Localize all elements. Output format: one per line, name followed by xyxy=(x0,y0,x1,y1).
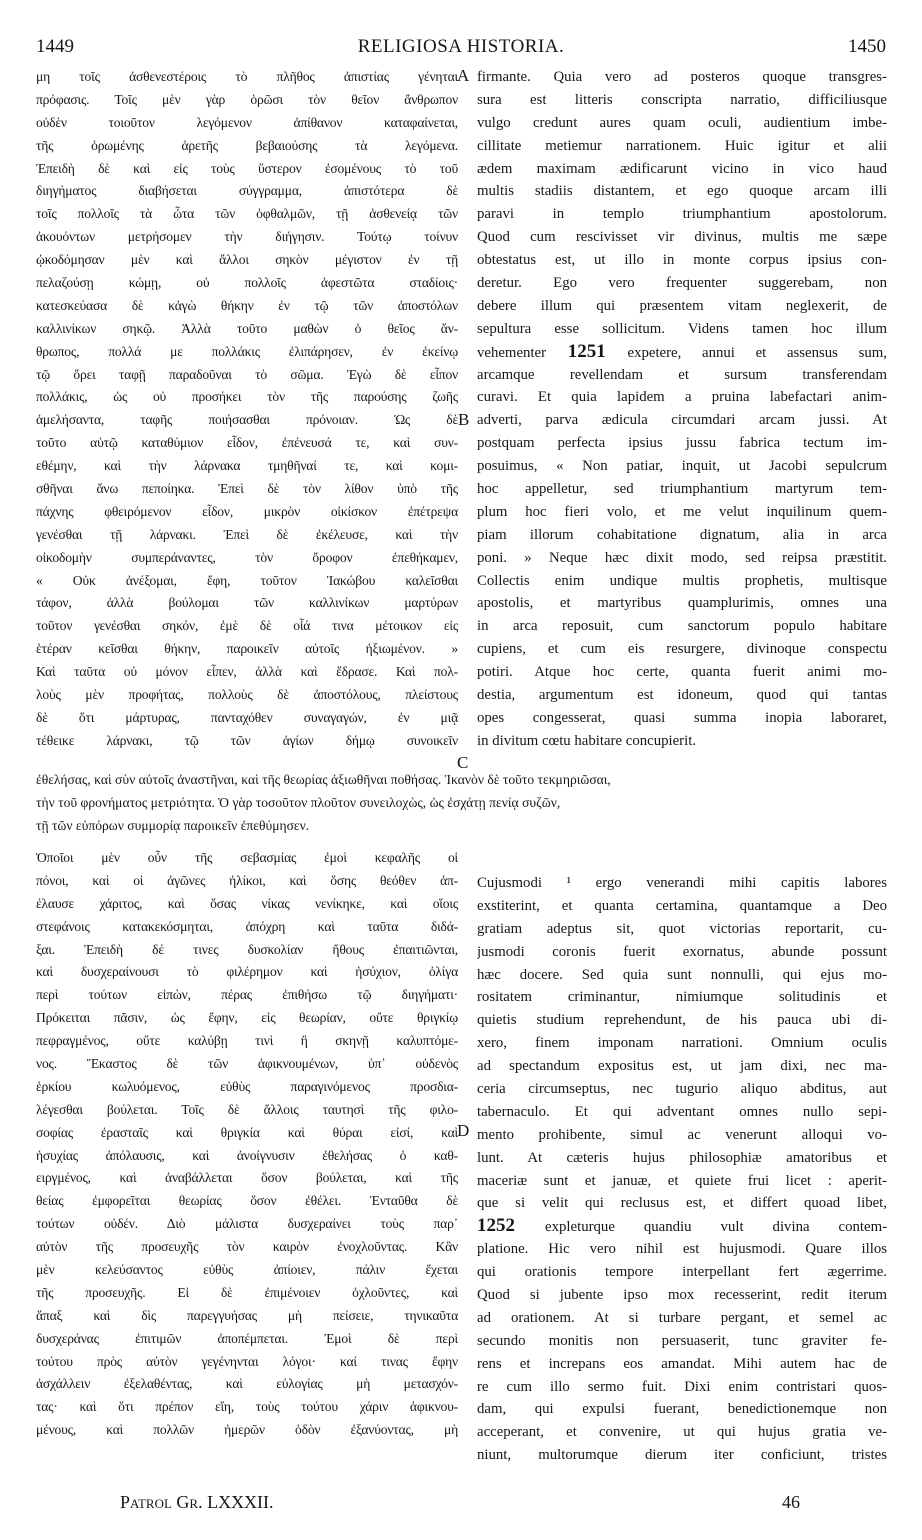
text-line: Cujusmodi ¹ ergo venerandi mihi capitis labores xyxy=(477,875,887,891)
text-line: ειργμένος, καὶ ἀναβάλλεται ὅσον βούλεται, καὶ τῆς xyxy=(36,1170,458,1186)
text-line: que si velit qui reclusus est, et differt quoad libet, xyxy=(477,1195,887,1212)
text-fragment: expleturque quandiu vult divina contem- xyxy=(545,1219,887,1236)
page-number-right: 1450 xyxy=(848,36,886,57)
text-line: paravi in templo triumphantium apostolorum. xyxy=(477,206,887,223)
text-line: re cum illo sermo fuit. Dixi enim contristari quos- xyxy=(477,1378,887,1395)
text-line: πελαζούσῃ κώμῃ, οὐ πολλοῖς ἀφεστῶτα σταδίοις· xyxy=(36,275,458,291)
text-line: ἑρκίου κωλυόμενος, εὐθὺς παραγινόμενος προσδια- xyxy=(36,1078,458,1094)
text-line: ἅπαξ καὶ δὶς παρεγγυήσας μὴ πείσειε, τηνικαῦτα xyxy=(36,1307,458,1323)
text-line: Καὶ ταῦτα οὐ μόνον εἶπεν, ἀλλὰ καὶ ἔδρασε. Καὶ πολ- xyxy=(36,664,458,680)
text-line: Quod si jubente ipso mox recesserint, redit iterum xyxy=(477,1287,887,1304)
text-line: καλλινίκων σηκῷ. Ἀλλὰ τοῦτο μαθὼν ὁ θεῖος ἄν- xyxy=(36,320,458,336)
bridge-line: ἐθελήσας, καὶ σὺν αὐτοῖς ἀναστῆναι, καὶ τῆς θεωρίας ἀξιωθῆναι ποθήσας. Ἱκανὸν δὲ τοῦτο τεκμηριῶσαι, xyxy=(36,772,611,787)
section-marker-c: C xyxy=(457,753,469,772)
text-line: secundo monitis non persuaserit, tunc graviter fe- xyxy=(477,1332,887,1349)
text-line: τάφον, ἀλλὰ βούλομαι τῶν καλλινίκων μαρτύρων xyxy=(36,595,458,611)
text-line: vulgo credunt aures quam oculi, audientium imbe- xyxy=(477,114,887,131)
text-line: μη τοῖς ἀσθενεστέροις τὸ πλῆθος ἀπιστίας γένηται xyxy=(36,69,458,84)
text-line: platione. Hic vero nihil est hujusmodi. Quare illos xyxy=(477,1241,887,1258)
text-line: rens et increpans eos amandat. Mihi autem hac de xyxy=(477,1355,887,1372)
text-line: poni. » Neque hæc dixit modo, sed reipsa præstitit. xyxy=(477,549,887,566)
text-line: κατεσκεύασα δὲ κἀγὼ θήκην ἐν τῷ τῶν ἀποστόλων xyxy=(36,297,458,313)
text-line: curavi. Et quia lapidem a pruina labefactari anim- xyxy=(477,389,887,406)
text-line: tabernaculo. Et qui adventant omnes nullo sepi- xyxy=(477,1103,887,1120)
text-line: opes congesserat, quasi summa inopia laboraret, xyxy=(477,709,887,726)
greek-column-top xyxy=(36,66,458,753)
text-fragment: vehementer xyxy=(477,344,547,361)
text-line: θείας ἐμφορεῖται θεωρίας ὅσον ἐθέλει. Ἐνταῦθα δὲ xyxy=(36,1193,458,1209)
greek-bridge-lines xyxy=(36,769,886,838)
text-line xyxy=(477,847,887,872)
text-line: in divitum cœtu habitare concupierit. xyxy=(477,732,697,749)
text-line: xero, finem imponam narrationi. Omnium oculis xyxy=(477,1035,887,1052)
text-line: τούτου πρὸς αὐτὸν γεγένηνται λόγοι· καί τινας ἔφην xyxy=(36,1353,458,1369)
text-line: τοῖς πολλοῖς τὰ ὦτα τῶν ὀφθαλμῶν, τῇ ἀσθενείᾳ τῶν xyxy=(36,206,458,222)
text-line: τῆς ὁρωμένης ἀρετῆς βεβαιούσης τὰ λεγόμενα. xyxy=(36,137,458,153)
text-fragment: expetere, annui et assensus sum, xyxy=(627,344,887,361)
text-line: obtestatus est, ut illo in monte corpus ipsius con- xyxy=(477,252,887,269)
text-line: qui orationis tempore interpellant fert ægerrime. xyxy=(477,1264,887,1281)
text-line: Ἐπειδὴ δὲ καὶ εἰς τοὺς ὕστερον ἐσομένους τὸ τοῦ xyxy=(36,160,458,176)
text-line: αὐτὸν τῆς προσευχῆς τὸν καιρὸν ἐνοχλοῦντας. Κἂν xyxy=(36,1239,458,1255)
text-line: καὶ δυσχεραίνουσι τὸ φιλέρημον καὶ ἡσύχιον, ὀλίγα xyxy=(36,964,458,980)
text-line: ᾠκοδόμησαν μὲν καὶ ἄλλοι σηκὸν μέγιστον ἐν τῇ xyxy=(36,252,458,268)
text-line: τῆς προσευχῆς. Εἰ δὲ ἐπιμένοιεν ὀχλοῦντες, καὶ xyxy=(36,1284,458,1300)
text-line: rositatem criminantur, nimiumque solitudinis et xyxy=(477,989,887,1006)
text-line: σοφίας ἐρασταῖς καὶ θριγκία καὶ θύραι εἰσί, καὶ xyxy=(36,1124,458,1140)
text-line: firmante. Quia vero ad posteros quoque transgres- xyxy=(477,69,887,85)
text-line: potiri. Atque hoc certe, quanta fuerit animi mo- xyxy=(477,664,887,681)
page-number-left: 1449 xyxy=(36,36,74,57)
text-line: εθέμην, καὶ τὴν λάρνακα τμηθῆναί τε, καὶ κομι- xyxy=(36,458,458,474)
text-line: λοὺς μὲν προφήτας, πολλοὺς δὲ ἀποστόλους, πλείστους xyxy=(36,687,458,703)
text-line: Collectis enim undique multis prophetis, multisque xyxy=(477,572,887,589)
text-line: ἀκουόντων μετρήσομεν τὴν διήγησιν. Τούτῳ τοίνυν xyxy=(36,229,458,245)
text-line: ἑτέραν κεῖσθαι θήκην, παροικεῖν αὐτοῖς ἠξιωμένον. » xyxy=(36,641,458,657)
text-line: sepultura esse sollicitum. Videns tamen hoc illum xyxy=(477,320,887,337)
text-line: adverti, parva ædicula circumdari arcam jussi. At xyxy=(477,412,887,429)
text-line: piam illorum cohabitatione dignatum, alia in arca xyxy=(477,526,887,543)
section-marker-d: D xyxy=(457,1121,470,1140)
text-line: postquam perfecta ipsius jussu fabrica tectum im- xyxy=(477,435,887,452)
text-line: lunt. At cæteris hujus philosophiæ amatoribus et xyxy=(477,1149,887,1166)
text-line: οἰκοδομὴν συμπεράναντες, τὸν ὄροφον ἐπεθήκαμεν, xyxy=(36,549,458,565)
text-line: ἡσυχίας ἀπόλαυσις, καὶ ἀνοίγνυσιν ἐθελήσας ὁ καθ- xyxy=(36,1147,458,1163)
text-line: apostolis, et martyribus quamplurimis, omnes una xyxy=(477,595,887,612)
text-line: maceriæ sunt et januæ, et quiete frui licet : aperit- xyxy=(477,1172,887,1189)
text-line: exstiterint, et quanta certamina, quantamque a Deo xyxy=(477,897,887,914)
text-line xyxy=(477,341,887,364)
section-marker-b: B xyxy=(458,410,470,429)
text-line: « Οὐκ ἀνέξομαι, ἔφη, τοῦτον Ἰακώβου καλεῖσθαι xyxy=(36,572,458,588)
text-line: διηγήματος διαβήσεται σύγγραμμα, ἀπιστότερα δὲ xyxy=(36,183,458,199)
text-line: μένους, καὶ πολλῶν ἡμερῶν ὁδὸν ἐξανύοντας, μὴ xyxy=(36,1422,458,1438)
text-line: τῷ ὄρει ταφῇ παραδοῦναι τὸ σῶμα. Ἐγὼ δὲ εἶπον xyxy=(36,366,458,382)
text-line: δὲ ὅτι μάρτυρας, πανταχόθεν συναγαγών, ἐν μιᾷ xyxy=(36,709,458,725)
text-line: cupiens, et cum eis resurgere, divinoque conspectu xyxy=(477,641,887,658)
text-line: στεφάνοις κατακεκόσμηται, ἀπόχρη καὶ ταῦτα διδά- xyxy=(36,918,458,934)
text-line: πρόφασις. Τοῖς μὲν γὰρ ὁρῶσι τὸν θεῖον ἄνθρωπον xyxy=(36,91,458,107)
text-line: μὲν κελεύσαντος εὐθὺς ἀπίοιεν, πάλιν ἔχεται xyxy=(36,1262,458,1278)
text-line: θρωπος, πολλά με πολλάκις ἐλιπάρησεν, ἐν ἐκείνῳ xyxy=(36,343,458,359)
column-number-1252: 1252 xyxy=(477,1215,546,1237)
text-line: τοῦτο αὐτῷ καταθύμιον εἶδον, ἐπένευσά τε, καὶ συν- xyxy=(36,435,458,451)
text-line: γενέσθαι τῇ λάρνακι. Ἐπεὶ δὲ ἐκέλευσε, καὶ τὴν xyxy=(36,526,458,542)
text-line: Ὁποῖοι μὲν οὖν τῆς σεβασμίας ἐμοὶ κεφαλῆς οἱ xyxy=(36,850,458,865)
latin-column-top xyxy=(477,66,887,753)
text-line: δυσχεράνας ἐπιτιμῶν ἀποπέμπεται. Ἐμοὶ δὲ περὶ xyxy=(36,1330,458,1346)
text-line: Quod cum rescivisset vir divinus, multis me sæpe xyxy=(477,229,887,246)
text-line: νος. Ἕκαστος δὲ τῶν ἀφικνουμένων, ὑπ᾽ οὐδενὸς xyxy=(36,1056,458,1072)
text-line: λέγεσθαι βούλεται. Τοῖς δὲ ἄλλοις ταυτησὶ τῆς φιλο- xyxy=(36,1101,458,1117)
text-line: niunt, multorumque dierum iter conficiunt, tristes xyxy=(477,1447,887,1464)
text-line: multis stadiis distantem, et ego quoque arcam illi xyxy=(477,183,887,200)
text-line: ad orationem. At si turbare pergant, et semel ac xyxy=(477,1309,887,1326)
text-line: arcamque revellendam et sursum transferendam xyxy=(477,366,887,383)
text-line: Πρόκειται πᾶσιν, ὡς ἔφην, εἰς θεωρίαν, οὔτε θριγκίῳ xyxy=(36,1010,458,1026)
text-line: πάχνης φθειρόμενον εἶδον, μικρὸν οἰκίσκον ἐπέτρεψα xyxy=(36,503,458,519)
text-line: ἀμελήσαντα, ταφῆς ποιήσασθαι πρόνοιαν. Ὡς δὲ xyxy=(36,412,458,428)
text-line: τέθεικε λάρνακι, τῷ τῶν ἁγίων δήμῳ συνοικεῖν xyxy=(36,732,458,748)
text-line: debere illum qui præsentem vitam neglexerit, de xyxy=(477,297,887,314)
text-line: jusmodi coronis fuerit exornatus, abunde possunt xyxy=(477,943,887,960)
text-line: έλαυσε χάριτος, καὶ ὅσας νίκας νενίκηκε, καὶ οἵοις xyxy=(36,895,458,911)
text-line: ædem maximam ædificarunt vicino in vico haud xyxy=(477,160,887,177)
text-line: posuimus, « Non patiar, inquit, ut Jacobi sepulcrum xyxy=(477,458,887,475)
footer-signature: 46 xyxy=(782,1492,800,1512)
bridge-line: τὴν τοῦ φρονήματος μετριότητα. Ὁ γὰρ τοσοῦτον πλοῦτον συνειλοχὼς, ὡς ἐσχάτῃ πενίᾳ συζῶν, xyxy=(36,794,561,810)
text-line: quietis studium reprehendunt, de his pauca ubi di- xyxy=(477,1012,887,1029)
running-header xyxy=(36,36,886,62)
text-line: τας· καὶ ὅτι πρέπον εἴη, τοὺς τούτου χάριν ἀφικνου- xyxy=(36,1399,458,1415)
bridge-line: τῇ τῶν εὐπόρων συμμορίᾳ παροικεῖν ἐπεθύμησεν. xyxy=(36,817,310,833)
section-marker-a: A xyxy=(457,66,470,85)
text-line: hoc appelletur, sed triumphantium martyrum tem- xyxy=(477,481,887,498)
text-line: σθῆναι ἄνω πεποίηκα. Ἐπεὶ δὲ τὸν λίθον ὑπὸ τῆς xyxy=(36,481,458,497)
text-line xyxy=(477,1215,887,1238)
column-number-1251: 1251 xyxy=(546,340,628,362)
running-title: RELIGIOSA HISTORIA. xyxy=(357,36,565,57)
text-line: destia, argumentum est idoneum, quod qui tantas xyxy=(477,687,887,704)
latin-column-bottom xyxy=(477,847,887,1467)
text-line: πολλάκις, ὡς οὐ προσήκει τὸν τῆς παρούσης ζωῆς xyxy=(36,389,458,405)
text-line: acceperant, et convenire, ut qui hujus gratia ve- xyxy=(477,1424,887,1441)
text-line: τοῦτον γενέσθαι σηκόν, ἐμὲ δὲ οἷά τινα μέτοικον εἰς xyxy=(36,618,458,634)
text-line: plum hoc fieri volo, et me velut inquilinum quem- xyxy=(477,503,887,520)
text-line: ad spectandum expositus est, ut jam dixi, nec ma- xyxy=(477,1058,887,1075)
text-line: ξαι. Ἐπειδὴ δέ τινες δυσκολίαν ἤθους ἐπαιτιῶνται, xyxy=(36,941,458,957)
text-line: deretur. Ego vero frequenter suggerebam, non xyxy=(477,275,887,292)
text-line: cillitate metiemur narrationem. Huic igitur et alii xyxy=(477,137,887,154)
footer-source: Patrol Gr. LXXXII. xyxy=(120,1492,274,1512)
text-line: ceria circumseptus, nec tugurio aliquo abditus, aut xyxy=(477,1081,887,1098)
text-line: πεφραγμένος, οὔτε καλύβῃ τινὶ ἢ σκηνῇ καλυπτόμε- xyxy=(36,1033,458,1049)
text-line: dam, qui expulsi fuerant, benedictionemque non xyxy=(477,1401,887,1418)
text-line: ἀσχάλλειν ἐξελαθέντας, καὶ εὐλογίας μὴ μετασχόν- xyxy=(36,1376,458,1392)
text-line: hæc docere. Sed quia sunt nonnulli, qui ejus mo- xyxy=(477,966,887,983)
text-line: οὐδὲν τοιοῦτον λεγόμενον ἀπίθανον καταφαίνεται, xyxy=(36,114,458,130)
greek-column-bottom xyxy=(36,847,458,1442)
text-line: in arca reposuit, cum sanctorum populo habitare xyxy=(477,618,887,635)
text-line: περὶ τούτων εἰπὼν, πέρας ἐπιθήσω τῷ διηγήματι· xyxy=(36,987,458,1003)
text-line: sura est litteris conscripta narratio, difficiliusque xyxy=(477,91,887,108)
text-line: τούτων οὐδέν. Διὸ μάλιστα δυσχεραίνει τοὺς παρ᾽ xyxy=(36,1216,458,1232)
text-line: gratiam adeptus sit, quot victorias reportarit, cu- xyxy=(477,920,887,937)
text-line: mento prohibente, simul ac venerunt alloqui vo- xyxy=(477,1126,887,1143)
text-line: πόνοι, καὶ οἱ ἀγῶνες ἡλίκοι, καὶ ὅσης θεόθεν ἀπ- xyxy=(36,872,458,888)
